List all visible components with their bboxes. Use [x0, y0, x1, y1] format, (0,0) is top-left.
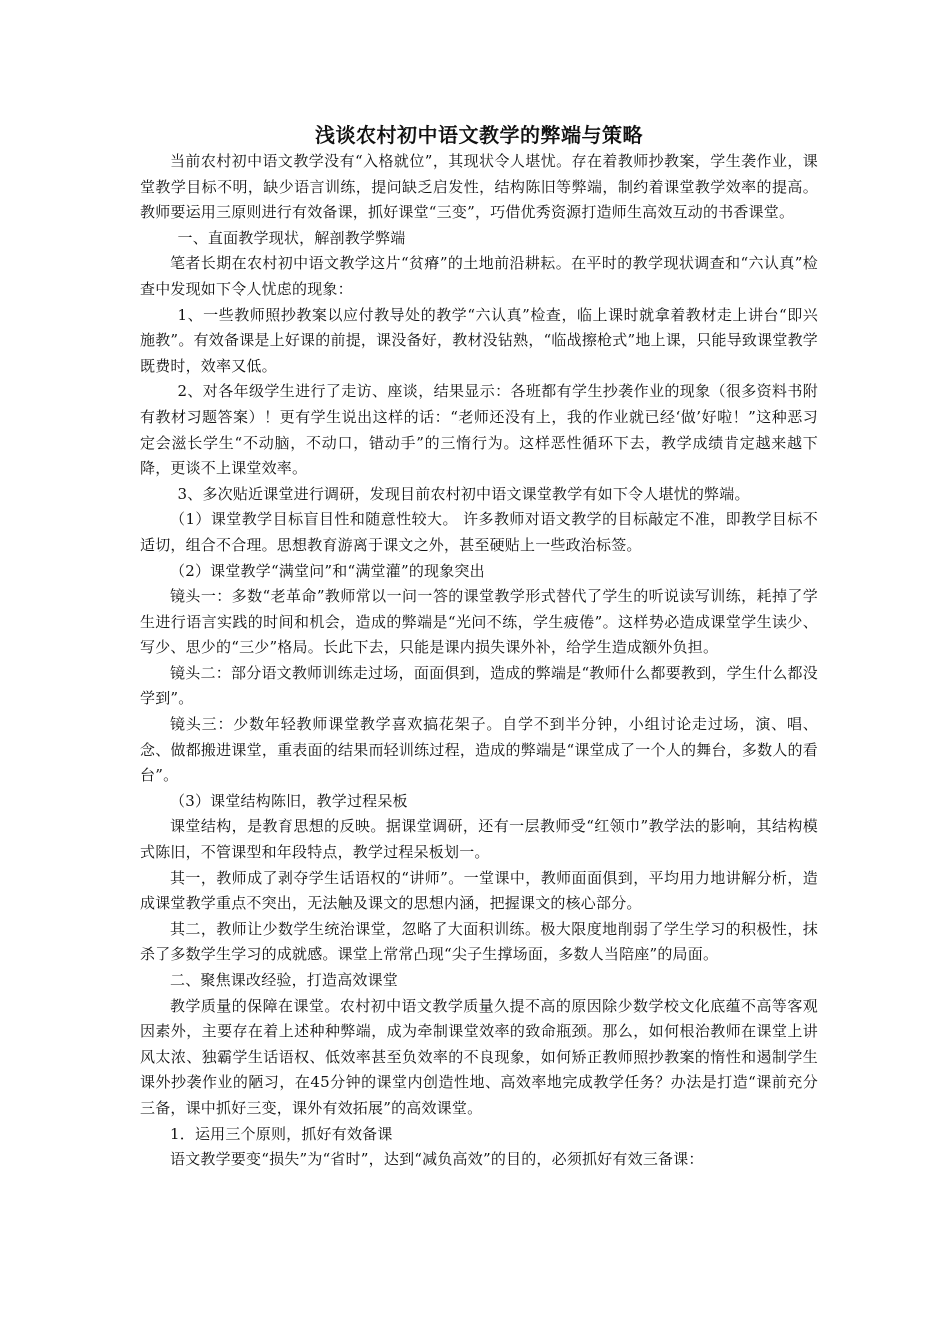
paragraph-subitem-3: （3）课堂结构陈旧，教学过程呆板 — [170, 791, 408, 810]
paragraph: 教学质量的保障在课堂。农村初中语文教学质量久提不高的原因除少数学校文化底蕴不高等客观因素外，主要存在着上述种种弊端，成为牵制课堂效率的致命瓶颈。那么，如何根治教师在课堂上讲风太浓、独霸学生话语权、低效率甚至负效率的不良现象，如何矫正教师照抄教案的惰性和遏制学生课外抄袭作业的陋习，在45分钟的课堂内创造性地、高效率地完成教学任务？办法是打造“课前充分三备，课中抓好三变，课外有效拓展”的高效课堂。 — [140, 996, 818, 1117]
paragraph: 其一，教师成了剥夺学生话语权的“讲师”。一堂课中，教师面面俱到，平均用力地讲解分析，造成课堂教学重点不突出，无法触及课文的思想内涵，把握课文的核心部分。 — [140, 868, 818, 913]
paragraph: 课堂结构，是教育思想的反映。据课堂调研，还有一层教师受“红领巾”教学法的影响，其结构模式陈旧，不管课型和年段特点，教学过程呆板划一。 — [140, 817, 818, 862]
paragraph: 笔者长期在农村初中语文教学这片“贫瘠”的土地前沿耕耘。在平时的教学现状调查和“六认真”检查中发现如下令人忧虑的现象： — [140, 254, 818, 298]
paragraph: 其二，教师让少数学生统治课堂，忽略了大面积训练。极大限度地削弱了学生学习的积极性，抹杀了多数学生学习的成就感。课堂上常常凸现“尖子生撑场面，多数人当陪座”的局面。 — [140, 919, 818, 964]
paragraph: 语文教学要变“损失”为“省时”，达到“减负高效”的目的，必须抓好有效三备课： — [170, 1150, 704, 1169]
subsection-heading-1: 1．运用三个原则，抓好有效备课 — [170, 1124, 393, 1143]
paragraph-item-1: 1、一些教师照抄教案以应付教导处的教学“六认真”检查，临上课时就拿着教材走上讲台“即兴施教”。有效备课是上好课的前提，课没备好，教材没钻熟，“临战擦枪式”地上课，只能导致课堂教学既费时，效率又低。 — [140, 305, 818, 375]
paragraph-subitem-1: （1）课堂教学目标盲目性和随意性较大。 许多教师对语文教学的目标敲定不准，即教学目标不适切，组合不合理。思想教育游离于课文之外，甚至硬贴上一些政治标签。 — [140, 510, 818, 554]
document-page — [140, 121, 818, 1173]
paragraph-subitem-2: （2）课堂教学“满堂问”和“满堂灌”的现象突出 — [170, 561, 485, 580]
paragraph-intro: 当前农村初中语文教学没有“入格就位”，其现状令人堪忧。存在着教师抄教案，学生袭作业，课堂教学目标不明，缺少语言训练，提问缺乏启发性，结构陈旧等弊端，制约着课堂教学效率的提高。教师要运用三原则进行有效备课，抓好课堂“三变”，巧借优秀资源打造师生高效互动的书香课堂。 — [140, 152, 818, 222]
paragraph-scene-1: 镜头一：多数“老革命”教师常以一问一答的课堂教学形式替代了学生的听说读写训练，耗掉了学生进行语言实践的时间和机会，造成的弊端是“光问不练，学生疲倦”。这样势必造成课堂学生读少、写少、思少的“三少”格局。长此下去，只能是课内损失课外补，给学生造成额外负担。 — [140, 587, 818, 657]
paragraph-item-2: 2、对各年级学生进行了走访、座谈，结果显示：各班都有学生抄袭作业的现象（很多资料书附有教材习题答案）！更有学生说出这样的话：“老师还没有上，我的作业就已经‘做’好啦！”这种恶习定会滋长学生“不动脑，不动口，错动手”的三惰行为。这样恶性循环下去，教学成绩肯定越来越下降，更谈不上课堂效率。 — [140, 382, 818, 478]
paragraph-item-3: 3、多次贴近课堂进行调研，发现目前农村初中语文课堂教学有如下令人堪忧的弊端。 — [177, 484, 750, 503]
section-heading-2: 二、聚焦课改经验，打造高效课堂 — [170, 971, 399, 989]
section-heading-1: 一、直面教学现状，解剖教学弊端 — [177, 228, 406, 247]
paragraph-scene-3: 镜头三：少数年轻教师课堂教学喜欢搞花架子。自学不到半分钟，小组讨论走过场，演、唱、念、做都搬进课堂，重表面的结果而轻训练过程，造成的弊端是“课堂成了一个人的舞台，多数人的看台”。 — [140, 715, 818, 785]
paragraph-scene-2: 镜头二：部分语文教师训练走过场，面面俱到，造成的弊端是“教师什么都要教到，学生什么都没学到”。 — [140, 663, 818, 708]
document-title: 浅谈农村初中语文教学的弊端与策略 — [315, 123, 643, 147]
